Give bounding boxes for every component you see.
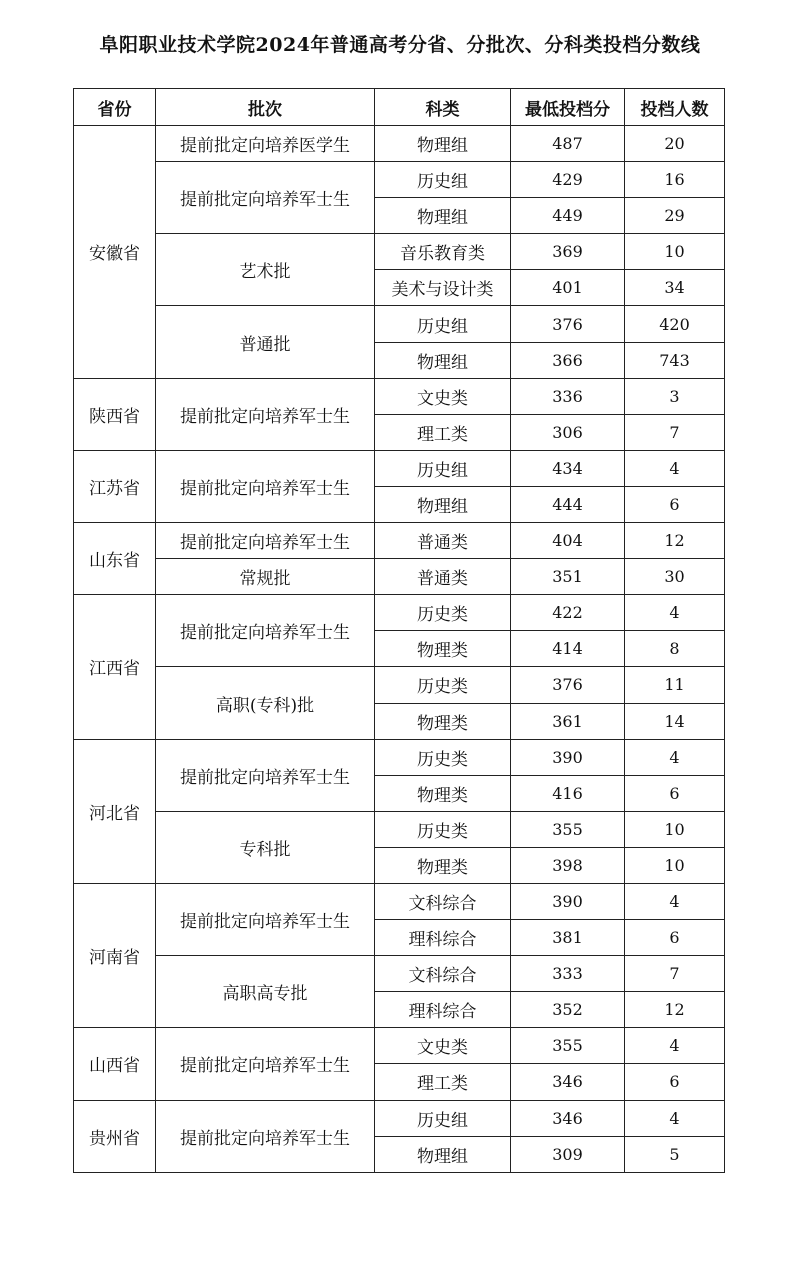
table-row	[74, 956, 725, 992]
admitted-count-cell: 743	[625, 342, 725, 378]
subject-cell: 普通类	[375, 523, 511, 559]
admitted-count-cell: 4	[625, 1100, 725, 1136]
admitted-count-cell: 7	[625, 956, 725, 992]
admitted-count-cell: 3	[625, 378, 725, 414]
min-score-cell: 346	[511, 1100, 625, 1136]
subject-cell: 物理组	[375, 126, 511, 162]
table-header-row	[74, 89, 725, 126]
admitted-count-cell: 4	[625, 739, 725, 775]
admitted-count-cell: 6	[625, 920, 725, 956]
table-row	[74, 1100, 725, 1136]
table-row	[74, 126, 725, 162]
admitted-count-cell: 420	[625, 306, 725, 342]
header-admitted-count: 投档人数	[625, 89, 725, 126]
min-score-cell: 422	[511, 595, 625, 631]
admitted-count-cell: 4	[625, 883, 725, 919]
province-cell: 陕西省	[74, 378, 156, 450]
subject-cell: 文史类	[375, 378, 511, 414]
admitted-count-cell: 16	[625, 162, 725, 198]
table-row	[74, 450, 725, 486]
admitted-count-cell: 4	[625, 1028, 725, 1064]
min-score-cell: 390	[511, 739, 625, 775]
min-score-cell: 351	[511, 559, 625, 595]
batch-cell: 提前批定向培养军士生	[156, 450, 375, 522]
subject-cell: 历史类	[375, 811, 511, 847]
subject-cell: 美术与设计类	[375, 270, 511, 306]
min-score-cell: 401	[511, 270, 625, 306]
document-title: 阜阳职业技术学院2024年普通高考分省、分批次、分科类投档分数线	[99, 34, 701, 56]
subject-cell: 物理组	[375, 198, 511, 234]
subject-cell: 文史类	[375, 1028, 511, 1064]
subject-cell: 历史组	[375, 162, 511, 198]
province-cell: 安徽省	[74, 126, 156, 379]
min-score-cell: 416	[511, 775, 625, 811]
subject-cell: 物理组	[375, 342, 511, 378]
subject-cell: 理工类	[375, 414, 511, 450]
table-row	[74, 559, 725, 595]
min-score-cell: 376	[511, 667, 625, 703]
batch-cell: 专科批	[156, 811, 375, 883]
min-score-cell: 336	[511, 378, 625, 414]
subject-cell: 音乐教育类	[375, 234, 511, 270]
table-row	[74, 1028, 725, 1064]
min-score-cell: 355	[511, 811, 625, 847]
admitted-count-cell: 4	[625, 595, 725, 631]
admitted-count-cell: 30	[625, 559, 725, 595]
batch-cell: 提前批定向培养军士生	[156, 595, 375, 667]
min-score-cell: 352	[511, 992, 625, 1028]
batch-cell: 提前批定向培养医学生	[156, 126, 375, 162]
batch-cell: 艺术批	[156, 234, 375, 306]
min-score-cell: 449	[511, 198, 625, 234]
subject-cell: 理工类	[375, 1064, 511, 1100]
header-subject: 科类	[375, 89, 511, 126]
batch-cell: 提前批定向培养军士生	[156, 523, 375, 559]
table-row	[74, 378, 725, 414]
min-score-cell: 346	[511, 1064, 625, 1100]
subject-cell: 历史组	[375, 1100, 511, 1136]
subject-cell: 文科综合	[375, 883, 511, 919]
province-cell: 贵州省	[74, 1100, 156, 1172]
admitted-count-cell: 29	[625, 198, 725, 234]
batch-cell: 普通批	[156, 306, 375, 378]
subject-cell: 文科综合	[375, 956, 511, 992]
subject-cell: 历史类	[375, 739, 511, 775]
table-body	[74, 126, 725, 1173]
batch-cell: 提前批定向培养军士生	[156, 1028, 375, 1100]
table-row	[74, 883, 725, 919]
subject-cell: 物理类	[375, 775, 511, 811]
min-score-cell: 355	[511, 1028, 625, 1064]
table-row	[74, 595, 725, 631]
batch-cell: 提前批定向培养军士生	[156, 162, 375, 234]
admitted-count-cell: 12	[625, 523, 725, 559]
table-row	[74, 523, 725, 559]
province-cell: 山西省	[74, 1028, 156, 1100]
batch-cell: 常规批	[156, 559, 375, 595]
min-score-cell: 306	[511, 414, 625, 450]
province-cell: 山东省	[74, 523, 156, 595]
min-score-cell: 366	[511, 342, 625, 378]
subject-cell: 物理类	[375, 703, 511, 739]
min-score-cell: 309	[511, 1136, 625, 1172]
header-batch: 批次	[156, 89, 375, 126]
min-score-cell: 487	[511, 126, 625, 162]
subject-cell: 物理组	[375, 486, 511, 522]
subject-cell: 普通类	[375, 559, 511, 595]
province-cell: 江西省	[74, 595, 156, 739]
admitted-count-cell: 4	[625, 450, 725, 486]
subject-cell: 历史组	[375, 450, 511, 486]
admitted-count-cell: 6	[625, 1064, 725, 1100]
min-score-cell: 429	[511, 162, 625, 198]
admitted-count-cell: 6	[625, 486, 725, 522]
header-province: 省份	[74, 89, 156, 126]
table-row	[74, 739, 725, 775]
admitted-count-cell: 8	[625, 631, 725, 667]
min-score-cell: 369	[511, 234, 625, 270]
table-row	[74, 162, 725, 198]
min-score-cell: 398	[511, 847, 625, 883]
batch-cell: 提前批定向培养军士生	[156, 1100, 375, 1172]
subject-cell: 历史类	[375, 667, 511, 703]
batch-cell: 提前批定向培养军士生	[156, 378, 375, 450]
min-score-cell: 404	[511, 523, 625, 559]
min-score-cell: 376	[511, 306, 625, 342]
header-min-score: 最低投档分	[511, 89, 625, 126]
subject-cell: 历史类	[375, 595, 511, 631]
admitted-count-cell: 10	[625, 811, 725, 847]
subject-cell: 物理类	[375, 631, 511, 667]
admitted-count-cell: 5	[625, 1136, 725, 1172]
min-score-cell: 414	[511, 631, 625, 667]
batch-cell: 提前批定向培养军士生	[156, 739, 375, 811]
table-row	[74, 234, 725, 270]
subject-cell: 理科综合	[375, 992, 511, 1028]
province-cell: 河南省	[74, 883, 156, 1027]
admitted-count-cell: 20	[625, 126, 725, 162]
table-row	[74, 667, 725, 703]
subject-cell: 历史组	[375, 306, 511, 342]
min-score-cell: 434	[511, 450, 625, 486]
batch-cell: 提前批定向培养军士生	[156, 883, 375, 955]
subject-cell: 理科综合	[375, 920, 511, 956]
min-score-cell: 390	[511, 883, 625, 919]
batch-cell: 高职(专科)批	[156, 667, 375, 739]
min-score-cell: 444	[511, 486, 625, 522]
admitted-count-cell: 12	[625, 992, 725, 1028]
min-score-cell: 381	[511, 920, 625, 956]
table-row	[74, 306, 725, 342]
admitted-count-cell: 7	[625, 414, 725, 450]
admitted-count-cell: 34	[625, 270, 725, 306]
province-cell: 河北省	[74, 739, 156, 883]
subject-cell: 物理组	[375, 1136, 511, 1172]
admission-score-table	[73, 88, 725, 1173]
admitted-count-cell: 11	[625, 667, 725, 703]
subject-cell: 物理类	[375, 847, 511, 883]
admitted-count-cell: 10	[625, 847, 725, 883]
min-score-cell: 333	[511, 956, 625, 992]
admitted-count-cell: 6	[625, 775, 725, 811]
table-row	[74, 811, 725, 847]
admitted-count-cell: 10	[625, 234, 725, 270]
admitted-count-cell: 14	[625, 703, 725, 739]
province-cell: 江苏省	[74, 450, 156, 522]
min-score-cell: 361	[511, 703, 625, 739]
batch-cell: 高职高专批	[156, 956, 375, 1028]
